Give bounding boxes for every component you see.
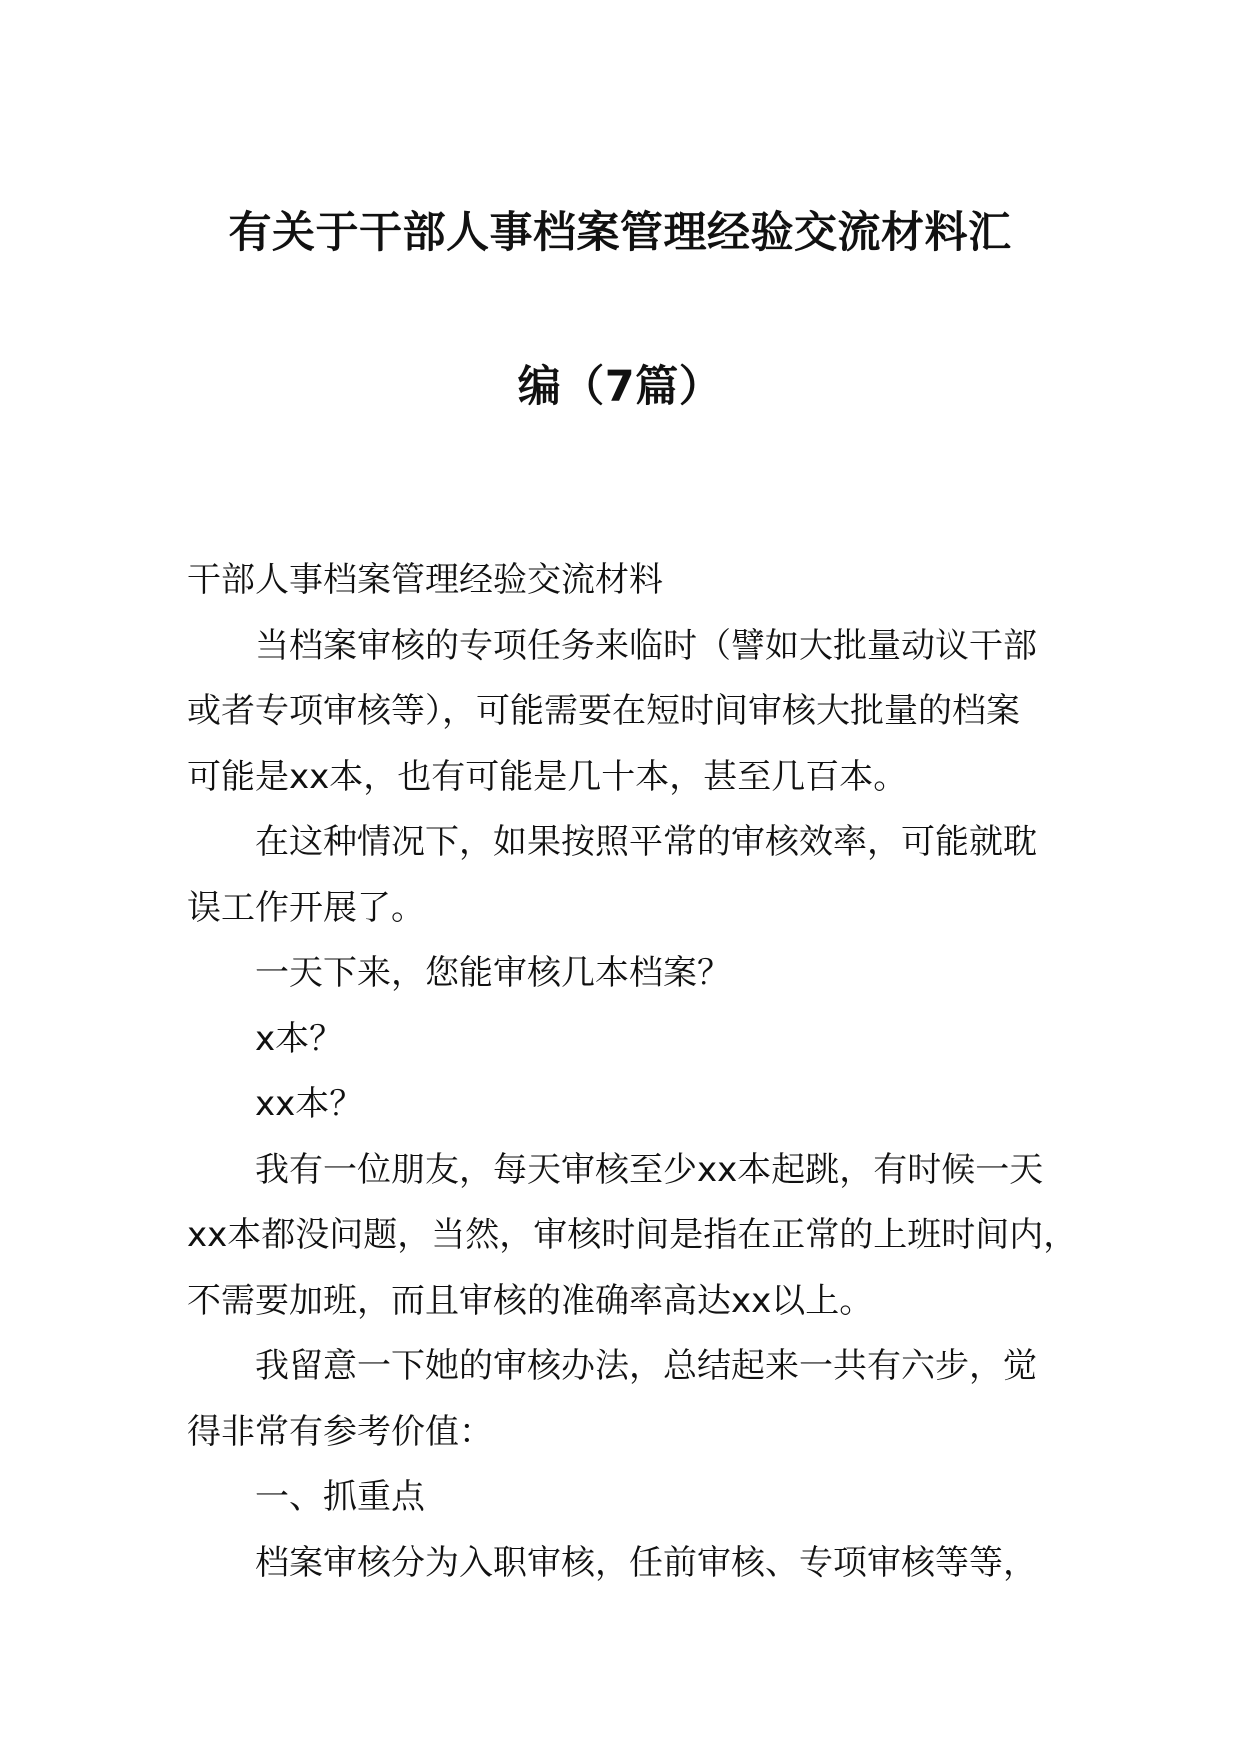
paragraph-line: 得非常有参考价值： <box>187 1411 493 1452</box>
document-body <box>187 548 1087 1596</box>
paragraph-line: 可能是xx本，也有可能是几十本，甚至几百本。 <box>187 756 908 797</box>
paragraph-line: xx本都没问题，当然，审核时间是指在正常的上班时间内， <box>187 1215 1078 1255</box>
paragraph-line: 不需要加班，而且审核的准确率高达xx以上。 <box>187 1280 874 1321</box>
subsection-heading: 一、抓重点 <box>255 1477 425 1517</box>
paragraph-line: 误工作开展了。 <box>187 887 425 928</box>
paragraph-line: 在这种情况下，如果按照平常的审核效率，可能就耽 <box>255 822 1037 862</box>
paragraph-line: 当档案审核的专项任务来临时（譬如大批量动议干部 <box>255 625 1037 666</box>
document-title-line-1: 有关于干部人事档案管理经验交流材料汇 <box>228 208 1012 258</box>
paragraph-line: 我留意一下她的审核办法，总结起来一共有六步，觉 <box>255 1346 1037 1386</box>
paragraph-line: 我有一位朋友，每天审核至少xx本起跳，有时候一天 <box>255 1149 1044 1190</box>
section-heading: 干部人事档案管理经验交流材料 <box>187 560 663 600</box>
paragraph-line: 档案审核分为入职审核，任前审核、专项审核等等， <box>255 1542 1037 1583</box>
paragraph-line: 一天下来，您能审核几本档案？ <box>255 953 731 993</box>
paragraph-line: xx本？ <box>255 1084 364 1124</box>
document-title-line-2: 编（7篇） <box>517 362 723 412</box>
paragraph-line: 或者专项审核等），可能需要在短时间审核大批量的档案 <box>187 691 1020 731</box>
paragraph-line: x本？ <box>255 1018 344 1059</box>
